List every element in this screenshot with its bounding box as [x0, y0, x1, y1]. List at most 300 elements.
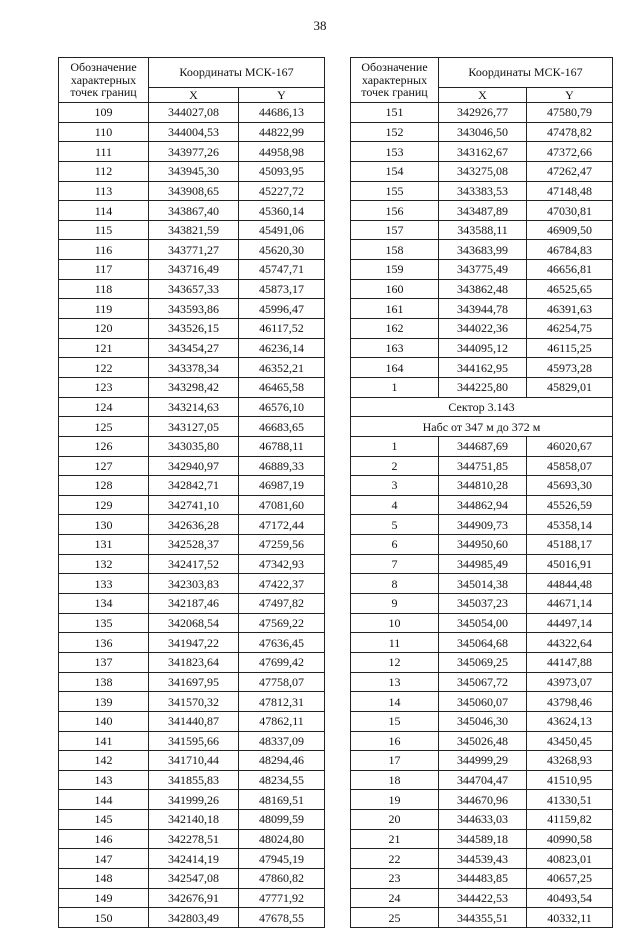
point-number-cell: 110: [59, 122, 149, 142]
point-number-cell: 111: [59, 142, 149, 162]
point-number-cell: 144: [59, 790, 149, 810]
y-coordinate-cell: 45093,95: [239, 161, 325, 181]
point-number-cell: 134: [59, 594, 149, 614]
y-coordinate-cell: 43798,46: [527, 692, 613, 712]
point-number-cell: 162: [351, 319, 439, 339]
y-coordinate-cell: 45693,30: [527, 476, 613, 496]
x-coordinate-cell: 341595,66: [149, 731, 239, 751]
table-row: [59, 220, 325, 240]
x-coordinate-cell: 344355,51: [439, 908, 527, 928]
point-number-cell: 137: [59, 652, 149, 672]
y-coordinate-cell: 46020,67: [527, 436, 613, 456]
table-row: [351, 220, 613, 240]
x-coordinate-cell: 345037,23: [439, 594, 527, 614]
table-row: [351, 888, 613, 908]
x-coordinate-cell: 343383,53: [439, 181, 527, 201]
table-row: [59, 672, 325, 692]
table-row: [351, 279, 613, 299]
y-coordinate-cell: 40990,58: [527, 829, 613, 849]
table-row: [59, 456, 325, 476]
table-row: [351, 515, 613, 535]
point-number-cell: 161: [351, 299, 439, 319]
table-row: [351, 810, 613, 830]
table-row: [351, 161, 613, 181]
x-coordinate-cell: 344095,12: [439, 338, 527, 358]
table-row: [59, 240, 325, 260]
point-number-cell: 6: [351, 535, 439, 555]
point-number-cell: 152: [351, 122, 439, 142]
table-row: [59, 594, 325, 614]
y-coordinate-cell: 46117,52: [239, 319, 325, 339]
table-row: [351, 377, 613, 397]
point-number-cell: 25: [351, 908, 439, 928]
table-row: [351, 240, 613, 260]
y-coordinate-cell: 47259,56: [239, 535, 325, 555]
y-coordinate-cell: 41510,95: [527, 770, 613, 790]
y-coordinate-cell: 43973,07: [527, 672, 613, 692]
table-row: [59, 554, 325, 574]
coords-header: Координаты МСК-167: [149, 58, 325, 88]
x-coordinate-cell: 343487,89: [439, 201, 527, 221]
point-number-cell: 126: [59, 436, 149, 456]
x-coordinate-cell: 341999,26: [149, 790, 239, 810]
point-number-cell: 116: [59, 240, 149, 260]
y-coordinate-cell: 44686,13: [239, 103, 325, 123]
y-coordinate-cell: 48234,55: [239, 770, 325, 790]
x-coordinate-cell: 344950,60: [439, 535, 527, 555]
table-row: [351, 770, 613, 790]
point-number-cell: 4: [351, 495, 439, 515]
point-number-cell: 164: [351, 358, 439, 378]
x-coordinate-cell: 341570,32: [149, 692, 239, 712]
point-number-cell: 139: [59, 692, 149, 712]
x-coordinate-cell: 344483,85: [439, 868, 527, 888]
point-number-cell: 127: [59, 456, 149, 476]
table-row: [351, 122, 613, 142]
table-row: [59, 495, 325, 515]
table-row: [59, 338, 325, 358]
table-row: [59, 810, 325, 830]
x-coordinate-cell: 342414,19: [149, 849, 239, 869]
point-number-cell: 23: [351, 868, 439, 888]
table-row: [59, 751, 325, 771]
point-number-cell: 118: [59, 279, 149, 299]
y-coordinate-cell: 46683,65: [239, 417, 325, 437]
table-row: [351, 711, 613, 731]
point-number-cell: 156: [351, 201, 439, 221]
point-number-cell: 124: [59, 397, 149, 417]
table-row: [59, 103, 325, 123]
x-coordinate-cell: 343588,11: [439, 220, 527, 240]
coordinates-table-left: [58, 57, 325, 928]
x-coordinate-cell: 342303,83: [149, 574, 239, 594]
y-coordinate-cell: 48337,09: [239, 731, 325, 751]
y-coordinate-cell: 44147,88: [527, 652, 613, 672]
table-row: [351, 142, 613, 162]
x-coordinate-cell: 344022,36: [439, 319, 527, 339]
point-number-cell: 3: [351, 476, 439, 496]
point-number-cell: 14: [351, 692, 439, 712]
table-row: [59, 260, 325, 280]
point-number-cell: 2: [351, 456, 439, 476]
table-row: [59, 299, 325, 319]
table-row: [351, 574, 613, 594]
x-coordinate-cell: 343944,78: [439, 299, 527, 319]
table-row: [351, 692, 613, 712]
table-row: [351, 535, 613, 555]
table-row: [351, 554, 613, 574]
point-number-cell: 154: [351, 161, 439, 181]
y-coordinate-cell: 44671,14: [527, 594, 613, 614]
point-number-cell: 145: [59, 810, 149, 830]
point-number-cell: 151: [351, 103, 439, 123]
x-coordinate-cell: 344589,18: [439, 829, 527, 849]
x-coordinate-cell: 343593,86: [149, 299, 239, 319]
point-number-cell: 120: [59, 319, 149, 339]
x-coordinate-cell: 343298,42: [149, 377, 239, 397]
y-coordinate-cell: 47478,82: [527, 122, 613, 142]
point-number-cell: 148: [59, 868, 149, 888]
x-coordinate-cell: 344810,28: [439, 476, 527, 496]
x-coordinate-cell: 341710,44: [149, 751, 239, 771]
y-coordinate-cell: 41159,82: [527, 810, 613, 830]
y-coordinate-cell: 44958,98: [239, 142, 325, 162]
point-number-cell: 147: [59, 849, 149, 869]
y-coordinate-cell: 45227,72: [239, 181, 325, 201]
table-row: [59, 868, 325, 888]
y-coordinate-cell: 40657,25: [527, 868, 613, 888]
x-coordinate-cell: 343908,65: [149, 181, 239, 201]
y-coordinate-cell: 46465,58: [239, 377, 325, 397]
y-coordinate-cell: 48099,59: [239, 810, 325, 830]
y-coordinate-cell: 46656,81: [527, 260, 613, 280]
y-coordinate-cell: 45188,17: [527, 535, 613, 555]
table-row: [351, 456, 613, 476]
x-coordinate-cell: 344687,69: [439, 436, 527, 456]
x-coordinate-cell: 343775,49: [439, 260, 527, 280]
x-coordinate-cell: 342926,77: [439, 103, 527, 123]
table-row: [59, 397, 325, 417]
point-number-cell: 8: [351, 574, 439, 594]
x-coordinate-cell: 344999,29: [439, 751, 527, 771]
y-coordinate-cell: 46525,65: [527, 279, 613, 299]
table-row: [351, 908, 613, 928]
table-row: [351, 594, 613, 614]
y-coordinate-cell: 46784,83: [527, 240, 613, 260]
point-number-cell: 138: [59, 672, 149, 692]
table-row: [351, 633, 613, 653]
x-coordinate-cell: 343657,33: [149, 279, 239, 299]
y-column-header: Y: [527, 88, 613, 103]
point-label-header: Обозначение характерных точек границ: [59, 58, 149, 103]
table-row: [351, 436, 613, 456]
x-coordinate-cell: 345060,07: [439, 692, 527, 712]
point-number-cell: 113: [59, 181, 149, 201]
point-number-cell: 160: [351, 279, 439, 299]
y-coordinate-cell: 47081,60: [239, 495, 325, 515]
sector-height: Набс от 347 м до 372 м: [351, 417, 613, 437]
table-row: [59, 790, 325, 810]
table-row: [59, 436, 325, 456]
x-coordinate-cell: 343046,50: [439, 122, 527, 142]
y-coordinate-cell: 46352,21: [239, 358, 325, 378]
point-number-cell: 117: [59, 260, 149, 280]
point-number-cell: 136: [59, 633, 149, 653]
table-row: [59, 535, 325, 555]
table-row: [351, 299, 613, 319]
table-row: [351, 751, 613, 771]
x-coordinate-cell: 344909,73: [439, 515, 527, 535]
y-coordinate-cell: 48169,51: [239, 790, 325, 810]
y-coordinate-cell: 43450,45: [527, 731, 613, 751]
sector-height-row: [351, 417, 613, 437]
point-number-cell: 10: [351, 613, 439, 633]
y-coordinate-cell: 45358,14: [527, 515, 613, 535]
y-coordinate-cell: 40823,01: [527, 849, 613, 869]
table-row: [59, 770, 325, 790]
x-coordinate-cell: 342636,28: [149, 515, 239, 535]
sector-title-row: [351, 397, 613, 417]
point-number-cell: 11: [351, 633, 439, 653]
x-coordinate-cell: 342417,52: [149, 554, 239, 574]
point-number-cell: 133: [59, 574, 149, 594]
x-coordinate-cell: 345014,38: [439, 574, 527, 594]
table-row: [59, 201, 325, 221]
table-row: [59, 319, 325, 339]
x-coordinate-cell: 342547,08: [149, 868, 239, 888]
point-number-cell: 22: [351, 849, 439, 869]
table-row: [351, 201, 613, 221]
x-coordinate-cell: 344862,94: [439, 495, 527, 515]
y-coordinate-cell: 44822,99: [239, 122, 325, 142]
point-number-cell: 163: [351, 338, 439, 358]
y-coordinate-cell: 48294,46: [239, 751, 325, 771]
y-coordinate-cell: 40332,11: [527, 908, 613, 928]
point-number-cell: 24: [351, 888, 439, 908]
y-coordinate-cell: 46987,19: [239, 476, 325, 496]
point-number-cell: 5: [351, 515, 439, 535]
table-row: [351, 672, 613, 692]
table-row: [351, 476, 613, 496]
y-coordinate-cell: 47862,11: [239, 711, 325, 731]
table-row: [59, 122, 325, 142]
x-coordinate-cell: 342741,10: [149, 495, 239, 515]
x-coordinate-cell: 344633,03: [439, 810, 527, 830]
y-coordinate-cell: 47699,42: [239, 652, 325, 672]
point-number-cell: 21: [351, 829, 439, 849]
x-coordinate-cell: 341440,87: [149, 711, 239, 731]
y-coordinate-cell: 45491,06: [239, 220, 325, 240]
y-coordinate-cell: 46254,75: [527, 319, 613, 339]
x-coordinate-cell: 345069,25: [439, 652, 527, 672]
x-coordinate-cell: 343821,59: [149, 220, 239, 240]
point-number-cell: 157: [351, 220, 439, 240]
x-coordinate-cell: 343716,49: [149, 260, 239, 280]
table-row: [59, 888, 325, 908]
sector-title: Сектор 3.143: [351, 397, 613, 417]
table-row: [59, 358, 325, 378]
point-number-cell: 129: [59, 495, 149, 515]
point-number-cell: 140: [59, 711, 149, 731]
coordinates-table-right: [350, 57, 613, 928]
table-row: [351, 829, 613, 849]
table-row: [351, 731, 613, 751]
x-coordinate-cell: 342803,49: [149, 908, 239, 928]
coords-header: Координаты МСК-167: [439, 58, 613, 88]
y-coordinate-cell: 47030,81: [527, 201, 613, 221]
y-coordinate-cell: 45360,14: [239, 201, 325, 221]
point-number-cell: 150: [59, 908, 149, 928]
x-coordinate-cell: 343214,63: [149, 397, 239, 417]
x-coordinate-cell: 344422,53: [439, 888, 527, 908]
point-number-cell: 125: [59, 417, 149, 437]
point-number-cell: 159: [351, 260, 439, 280]
y-coordinate-cell: 47372,66: [527, 142, 613, 162]
point-number-cell: 132: [59, 554, 149, 574]
x-coordinate-cell: 342528,37: [149, 535, 239, 555]
table-row: [351, 260, 613, 280]
point-number-cell: 155: [351, 181, 439, 201]
point-label-header: Обозначение характерных точек границ: [351, 58, 439, 103]
table-row: [351, 338, 613, 358]
point-number-cell: 1: [351, 377, 439, 397]
x-coordinate-cell: 343127,05: [149, 417, 239, 437]
point-number-cell: 112: [59, 161, 149, 181]
table-row: [351, 849, 613, 869]
y-coordinate-cell: 44497,14: [527, 613, 613, 633]
point-number-cell: 114: [59, 201, 149, 221]
x-coordinate-cell: 343162,67: [439, 142, 527, 162]
x-coordinate-cell: 345054,00: [439, 613, 527, 633]
x-coordinate-cell: 342068,54: [149, 613, 239, 633]
table-row: [59, 417, 325, 437]
point-number-cell: 109: [59, 103, 149, 123]
table-row: [59, 515, 325, 535]
y-coordinate-cell: 45858,07: [527, 456, 613, 476]
point-number-cell: 16: [351, 731, 439, 751]
y-coordinate-cell: 46576,10: [239, 397, 325, 417]
table-row: [59, 633, 325, 653]
table-row: [59, 908, 325, 928]
y-coordinate-cell: 47172,44: [239, 515, 325, 535]
y-coordinate-cell: 45526,59: [527, 495, 613, 515]
x-coordinate-cell: 345064,68: [439, 633, 527, 653]
y-coordinate-cell: 45996,47: [239, 299, 325, 319]
x-coordinate-cell: 343454,27: [149, 338, 239, 358]
point-number-cell: 142: [59, 751, 149, 771]
y-coordinate-cell: 47422,37: [239, 574, 325, 594]
y-coordinate-cell: 45747,71: [239, 260, 325, 280]
table-row: [59, 476, 325, 496]
x-coordinate-cell: 344751,85: [439, 456, 527, 476]
point-number-cell: 128: [59, 476, 149, 496]
table-row: [59, 574, 325, 594]
table-row: [351, 103, 613, 123]
point-number-cell: 119: [59, 299, 149, 319]
point-number-cell: 131: [59, 535, 149, 555]
table-row: [351, 181, 613, 201]
x-coordinate-cell: 344670,96: [439, 790, 527, 810]
y-column-header: Y: [239, 88, 325, 103]
point-number-cell: 18: [351, 770, 439, 790]
x-coordinate-cell: 344162,95: [439, 358, 527, 378]
x-coordinate-cell: 343378,34: [149, 358, 239, 378]
x-coordinate-cell: 345046,30: [439, 711, 527, 731]
y-coordinate-cell: 47812,31: [239, 692, 325, 712]
y-coordinate-cell: 45873,17: [239, 279, 325, 299]
x-coordinate-cell: 344225,80: [439, 377, 527, 397]
y-coordinate-cell: 47678,55: [239, 908, 325, 928]
point-number-cell: 20: [351, 810, 439, 830]
x-coordinate-cell: 345026,48: [439, 731, 527, 751]
x-coordinate-cell: 345067,72: [439, 672, 527, 692]
x-coordinate-cell: 343862,48: [439, 279, 527, 299]
point-number-cell: 7: [351, 554, 439, 574]
y-coordinate-cell: 45973,28: [527, 358, 613, 378]
table-row: [59, 829, 325, 849]
x-column-header: X: [439, 88, 527, 103]
x-coordinate-cell: 344027,08: [149, 103, 239, 123]
point-number-cell: 19: [351, 790, 439, 810]
point-number-cell: 143: [59, 770, 149, 790]
point-number-cell: 15: [351, 711, 439, 731]
table-row: [59, 279, 325, 299]
table-row: [59, 377, 325, 397]
point-number-cell: 141: [59, 731, 149, 751]
point-number-cell: 1: [351, 436, 439, 456]
y-coordinate-cell: 44844,48: [527, 574, 613, 594]
point-number-cell: 12: [351, 652, 439, 672]
table-row: [59, 849, 325, 869]
y-coordinate-cell: 47569,22: [239, 613, 325, 633]
table-row: [59, 731, 325, 751]
x-coordinate-cell: 344004,53: [149, 122, 239, 142]
y-coordinate-cell: 47262,47: [527, 161, 613, 181]
y-coordinate-cell: 47148,48: [527, 181, 613, 201]
x-coordinate-cell: 344985,49: [439, 554, 527, 574]
table-row: [351, 868, 613, 888]
x-coordinate-cell: 341697,95: [149, 672, 239, 692]
x-coordinate-cell: 342278,51: [149, 829, 239, 849]
x-coordinate-cell: 343771,27: [149, 240, 239, 260]
table-row: [59, 692, 325, 712]
x-coordinate-cell: 344704,47: [439, 770, 527, 790]
y-coordinate-cell: 46788,11: [239, 436, 325, 456]
x-coordinate-cell: 343275,08: [439, 161, 527, 181]
x-column-header: X: [149, 88, 239, 103]
x-coordinate-cell: 341947,22: [149, 633, 239, 653]
x-coordinate-cell: 343035,80: [149, 436, 239, 456]
y-coordinate-cell: 46115,25: [527, 338, 613, 358]
point-number-cell: 115: [59, 220, 149, 240]
point-number-cell: 122: [59, 358, 149, 378]
y-coordinate-cell: 43268,93: [527, 751, 613, 771]
table-row: [351, 495, 613, 515]
point-number-cell: 146: [59, 829, 149, 849]
table-row: [59, 652, 325, 672]
point-number-cell: 9: [351, 594, 439, 614]
y-coordinate-cell: 47758,07: [239, 672, 325, 692]
y-coordinate-cell: 48024,80: [239, 829, 325, 849]
y-coordinate-cell: 45016,91: [527, 554, 613, 574]
y-coordinate-cell: 47945,19: [239, 849, 325, 869]
x-coordinate-cell: 342676,91: [149, 888, 239, 908]
table-row: [59, 181, 325, 201]
x-coordinate-cell: 342187,46: [149, 594, 239, 614]
x-coordinate-cell: 341823,64: [149, 652, 239, 672]
y-coordinate-cell: 45829,01: [527, 377, 613, 397]
table-row: [351, 613, 613, 633]
